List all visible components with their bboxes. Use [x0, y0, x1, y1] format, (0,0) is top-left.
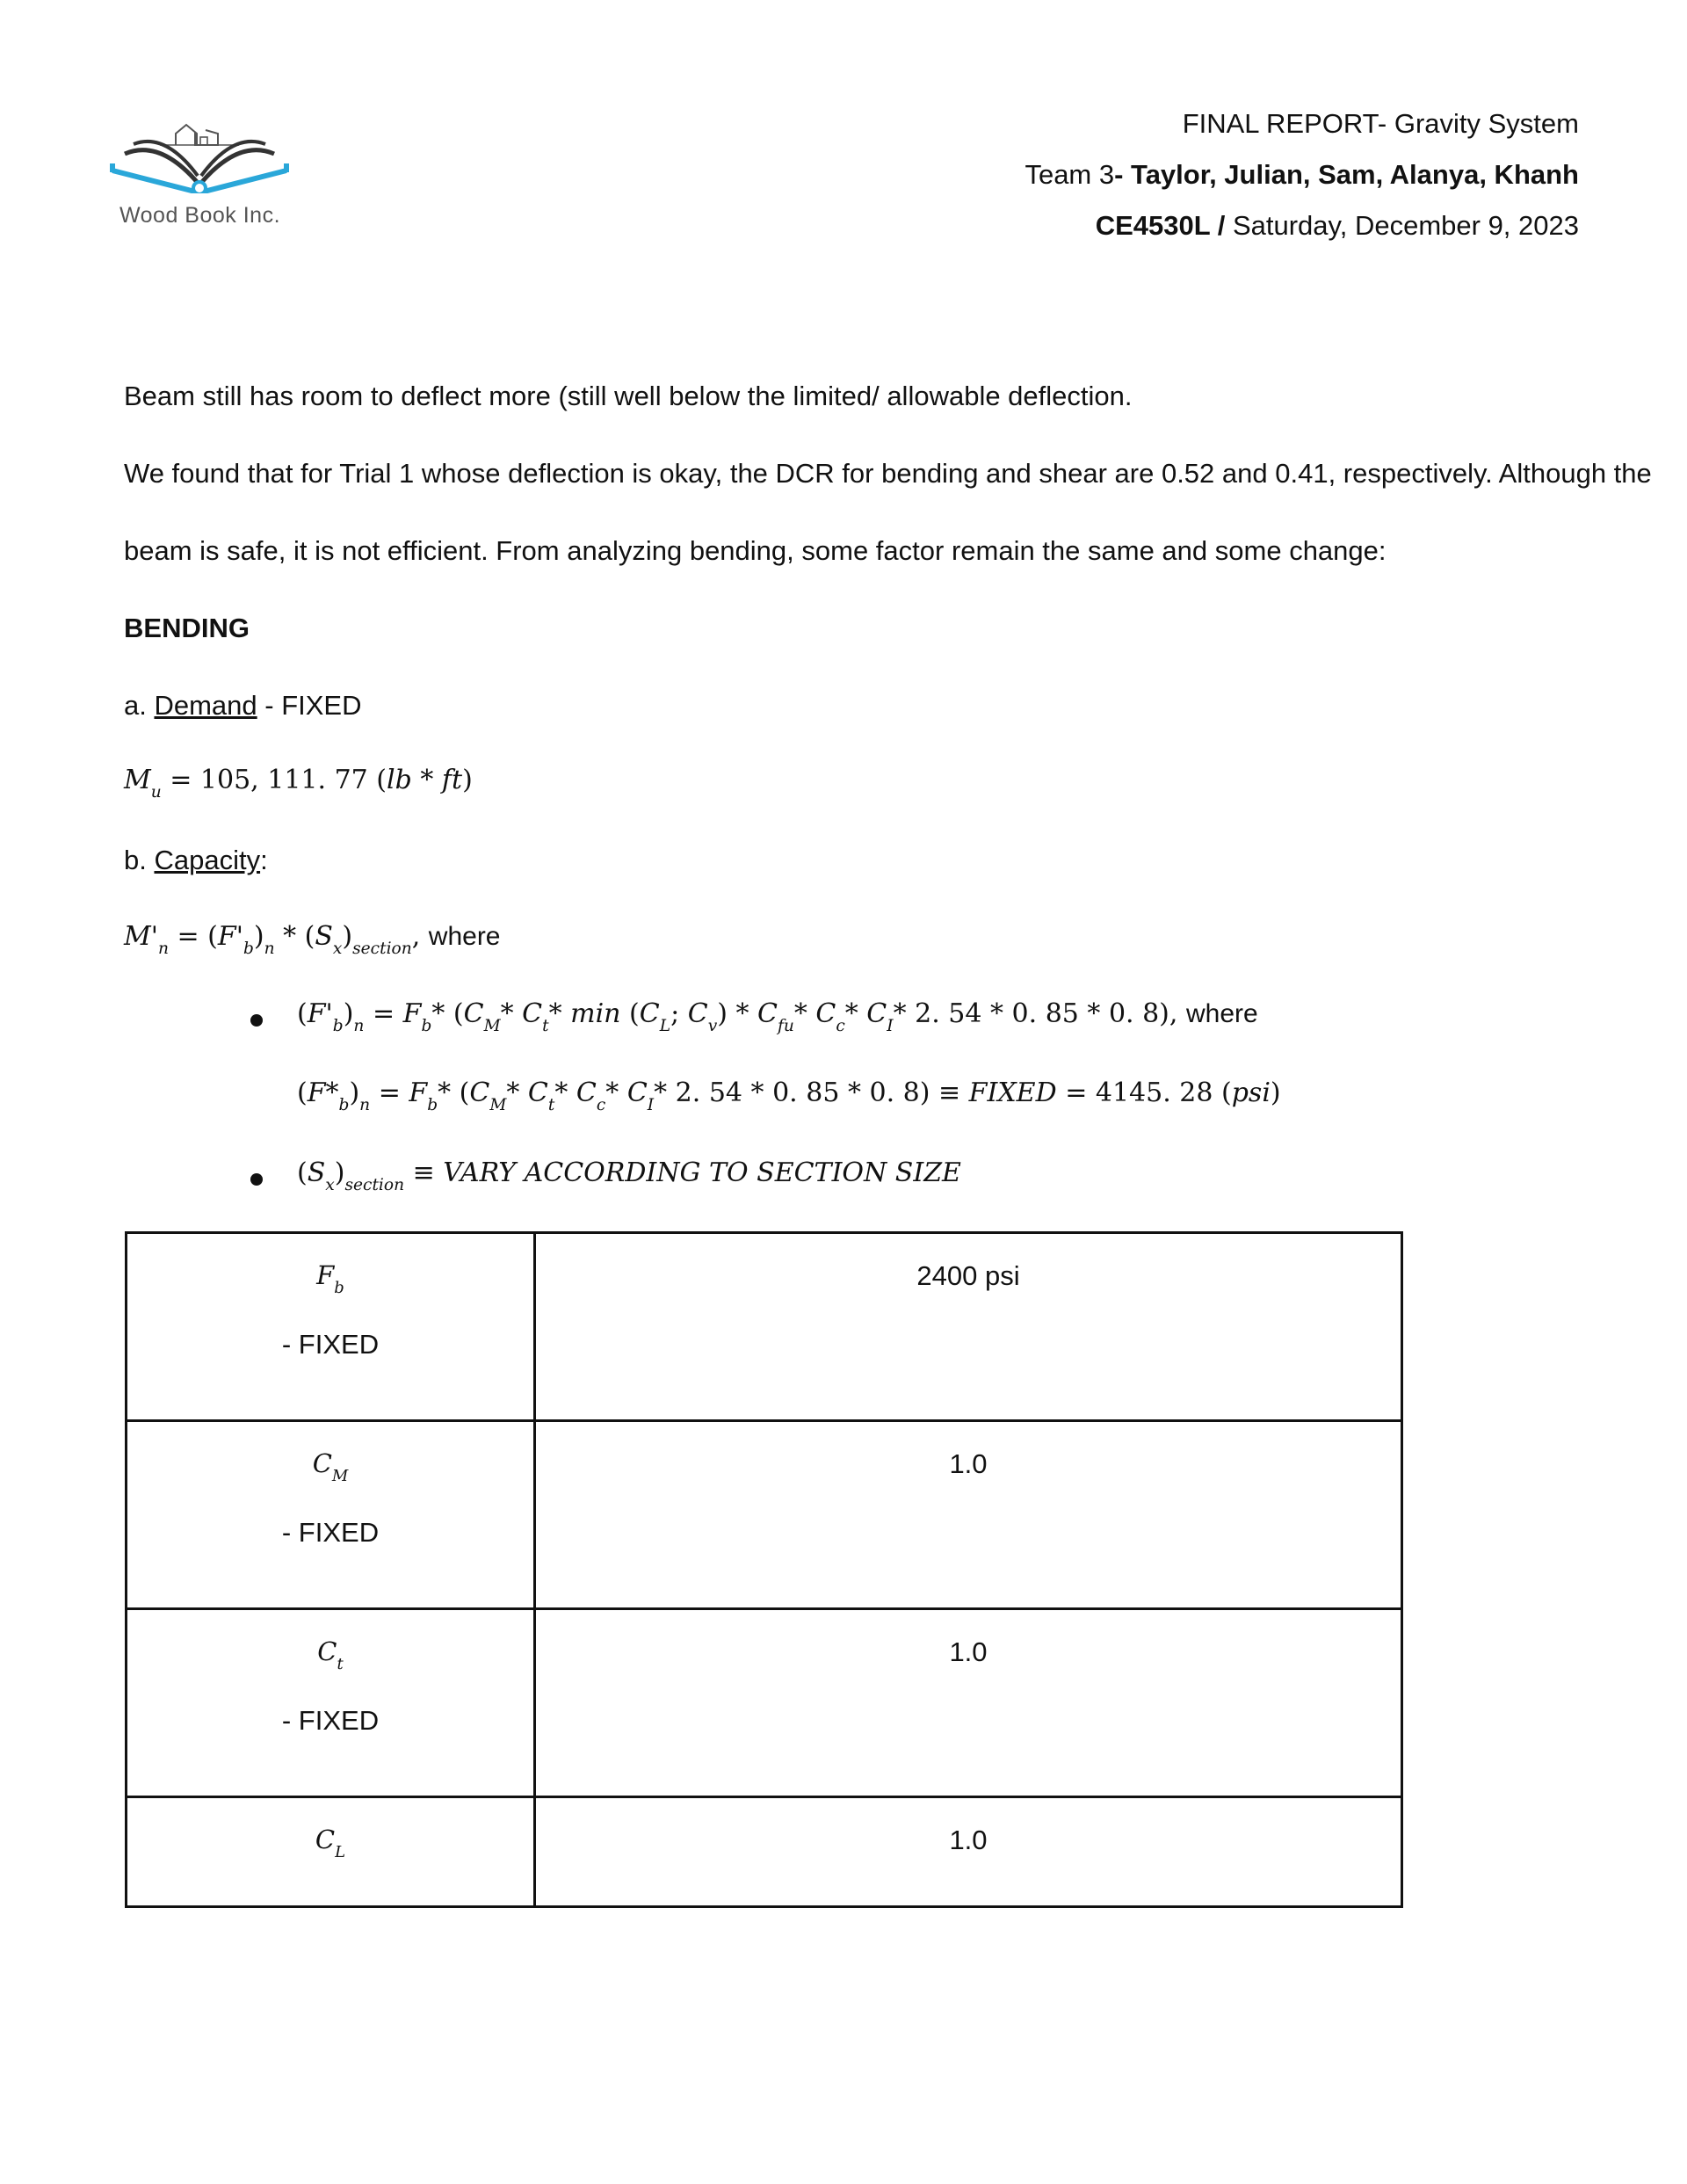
- report-title: FINAL REPORT- Gravity System: [1182, 108, 1579, 139]
- company-name: Wood Book Inc.: [119, 203, 281, 228]
- factor-symbol-letter: C: [312, 1448, 332, 1478]
- factor-symbol-subscript: L: [335, 1842, 346, 1861]
- fixed-value-label: FIXED: [968, 1077, 1057, 1108]
- section-heading-bending: BENDING: [124, 613, 250, 643]
- factor-symbol: [127, 1610, 533, 1673]
- demand-label: Demand: [154, 690, 257, 721]
- vary-note: VARY ACCORDING TO SECTION SIZE: [443, 1157, 961, 1188]
- section-modulus-note: $(S_x)_{section}$ ≡ VARY ACCORDING TO SECTION SIZE: [297, 1157, 961, 1195]
- fixed-label: - FIXED: [281, 1328, 380, 1360]
- factor-cell: [127, 1797, 535, 1907]
- factor-value: 1.0: [949, 1825, 988, 1855]
- demand-line: [124, 688, 362, 723]
- factor-symbol-letter: C: [317, 1636, 337, 1666]
- factor-symbol-letter: C: [315, 1825, 336, 1854]
- table-row: [127, 1421, 1402, 1609]
- paragraph-dcr-line1: We found that for Trial 1 whose deflection is okay, the DCR for bending and shear are 0.52 and 0.41, respectively. Although the: [124, 458, 1652, 489]
- company-logo: [107, 105, 300, 237]
- open-book-house-icon: [107, 105, 292, 193]
- adjusted-bending-stress-equation: $(F'_b)_n = F_b*$ ($C_M*$ $C_t*$ $\min (C_L$; $C_v) * C_{fu}*$ $C_c*$ $C_I*$ 2. 54 * 0. 85 * 0. 8), where: [297, 998, 1258, 1036]
- moment-demand-equation: $M_u = 105$, 111. 77 (lb * ft): [124, 765, 473, 802]
- capacity-label: Capacity: [154, 845, 261, 875]
- factor-symbol-subscript: b: [334, 1278, 344, 1297]
- capacity-suffix: :: [260, 845, 268, 875]
- capacity-prefix: b.: [124, 845, 155, 875]
- factor-cell: [127, 1421, 535, 1609]
- paragraph-deflection: Beam still has room to deflect more (still well below the limited/ allowable deflection.: [124, 381, 1133, 411]
- factor-value: 2400 psi: [916, 1260, 1020, 1291]
- table-row: [127, 1233, 1402, 1421]
- team-prefix: Team 3: [1025, 159, 1115, 190]
- capacity-line: [124, 843, 268, 878]
- bullet-dot: [250, 1173, 263, 1186]
- adjustment-factors-table: [125, 1231, 1403, 1908]
- report-date: Saturday, December 9, 2023: [1225, 210, 1579, 241]
- where-text-2: where: [1185, 999, 1258, 1028]
- factor-symbol-subscript: t: [337, 1654, 344, 1673]
- factor-value: 1.0: [949, 1448, 988, 1479]
- demand-prefix: a.: [124, 690, 155, 721]
- fixed-bending-stress-equation: $(F*_b)_n = F_b*$ ($C_M*$ $C_t*$ $C_c*$ $C_I*$ 2. 54 * 0. 85 * 0. 8) ≡ FIXED = 4145. 28 (psi): [297, 1077, 1281, 1115]
- team-line: [1025, 159, 1579, 191]
- team-members: - Taylor, Julian, Sam, Alanya, Khanh: [1114, 159, 1579, 190]
- value-cell: [535, 1609, 1402, 1797]
- value-cell: [535, 1797, 1402, 1907]
- value-cell: [535, 1421, 1402, 1609]
- where-text-1: where: [428, 922, 501, 951]
- factor-symbol-letter: F: [316, 1260, 335, 1290]
- factor-symbol: [127, 1798, 533, 1861]
- factor-symbol: [127, 1234, 533, 1297]
- factor-value: 1.0: [949, 1636, 988, 1667]
- factor-symbol: [127, 1422, 533, 1485]
- moment-capacity-equation: $M'_n = (F'_b)_n * (S_x)_{section}$, where: [124, 921, 501, 959]
- value-cell: [535, 1233, 1402, 1421]
- table-row: [127, 1797, 1402, 1907]
- bullet-dot: [250, 1014, 263, 1027]
- fixed-label: - FIXED: [281, 1704, 380, 1736]
- factor-symbol-subscript: M: [331, 1466, 349, 1485]
- paragraph-dcr-line2: beam is safe, it is not efficient. From analyzing bending, some factor remain the same and some change:: [124, 535, 1387, 566]
- course-date-line: [1096, 210, 1579, 242]
- fixed-label: - FIXED: [281, 1516, 380, 1548]
- course-code: CE4530L /: [1095, 210, 1226, 241]
- table-row: [127, 1609, 1402, 1797]
- demand-suffix: - FIXED: [257, 690, 362, 721]
- factor-cell: [127, 1609, 535, 1797]
- factor-cell: [127, 1233, 535, 1421]
- fixed-value: 4145. 28: [1095, 1077, 1213, 1108]
